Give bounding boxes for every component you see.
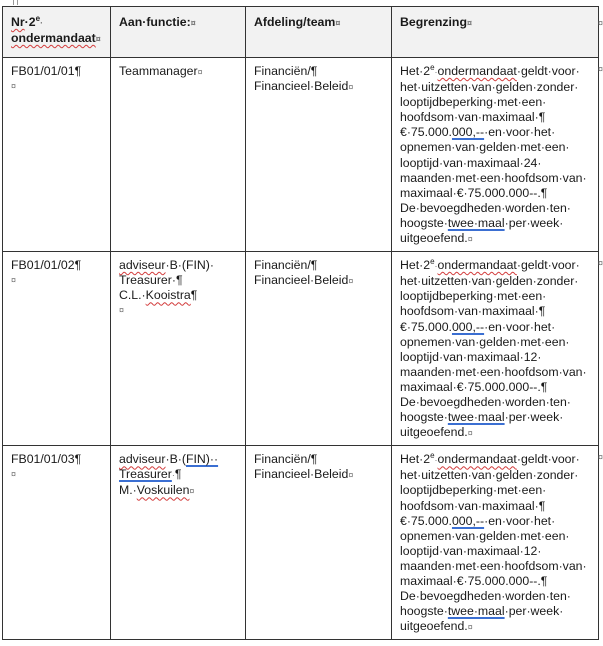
row-end-mark: ¤ <box>598 18 603 28</box>
table-row <box>3 446 599 640</box>
limitation-text: het·uitzetten·van·gelden·zonder· <box>400 80 579 95</box>
limitation-text: opnemen·van·gelden·met·een· <box>400 334 570 349</box>
person-initials: C.L.· <box>119 288 146 303</box>
row-end-mark: ¤ <box>598 452 603 462</box>
cell-end-mark: ¤ <box>197 67 203 77</box>
cell-nr[interactable] <box>3 58 111 252</box>
limitation-grammar-flag: twee·maal <box>447 604 505 619</box>
limitation-text: uitgeoefend. <box>400 425 468 440</box>
team-line: Financieel·Beleid <box>254 79 349 94</box>
mandate-number: FB01/01/02 <box>11 258 75 273</box>
department-line: Financiën/ <box>254 64 311 78</box>
cell-end-mark: ¤ <box>95 34 101 45</box>
cell-nr[interactable] <box>3 252 111 446</box>
limitation-text: ·geldt·voor· <box>516 64 580 78</box>
header-row <box>3 7 599 58</box>
limitation-text: Het·2 <box>400 64 431 78</box>
limitation-text: hoofdsom·van·maximaal· <box>400 304 539 319</box>
limitation-text: hoofdsom·van·maximaal· <box>400 498 539 513</box>
row-end-mark: ¤ <box>598 258 603 268</box>
limitation-misspelled-word: ondermandaat <box>437 452 517 467</box>
para-mark: ¶ <box>175 273 183 288</box>
cell-end-mark: ¤ <box>11 81 17 92</box>
cell-end-mark: ¤ <box>467 622 473 633</box>
limitation-text: opnemen·van·gelden·met·een· <box>400 140 570 155</box>
limitation-text: looptijdbeperking·met·een· <box>400 95 547 110</box>
cell-end-mark: ¤ <box>189 486 195 497</box>
limitation-text: ·per·week· <box>504 215 564 230</box>
mandate-number: FB01/01/01 <box>11 64 75 78</box>
cell-limitation[interactable]: $Het\cdot 2^e\cdot ondermandaat\cdot geldt\cdot voor\cdot$ het·uitzetten·van·gelden·zonder· looptijdbeperking·met·een· hoofdsom·van·maximaal·¶ €·75.000.000,--·en·voor·het· opnemen·van·gelden·met·een· looptijd·van·maximaal·12· maanden·met·een·hoofdsom·van· maximaal·€·75.000.000--.¶ De·bevoegdheden·worden·ten· hoogste·twee·maal·per·week· uitgeoefend.¤ <box>392 252 599 446</box>
para-mark: ¶ <box>538 304 546 319</box>
limitation-sup: e <box>430 451 435 461</box>
header-nr-number: ·2 <box>24 15 36 29</box>
cell-end-mark: ¤ <box>190 18 196 28</box>
function-title: adviseur <box>119 452 166 467</box>
cell-end-mark: ¤ <box>11 275 17 286</box>
header-function-label: Aan·functie: <box>119 15 191 29</box>
para-mark: ¶ <box>538 110 546 125</box>
limitation-grammar-flag: twee·maal <box>447 215 505 230</box>
header-nr-line2: ondermandaat <box>11 31 96 46</box>
limitation-text: ·geldt·voor· <box>516 452 580 467</box>
cell-department[interactable] <box>246 252 392 446</box>
header-nr-sup: e <box>35 13 41 23</box>
limitation-amount: €·75.000. <box>400 319 452 334</box>
limitation-term: looptijd·van·maximaal·12· <box>400 543 542 558</box>
limitation-text: ·per·week· <box>504 410 564 425</box>
cell-end-mark: ¤ <box>467 234 473 245</box>
limitation-grammar-flag: 000,-- <box>451 125 485 140</box>
para-mark: ¶ <box>310 452 318 467</box>
limitation-text: hoogste· <box>400 410 448 425</box>
para-mark: ¶ <box>538 498 546 513</box>
limitation-text: ·en·voor·het· <box>484 513 556 528</box>
para-mark: ¶ <box>74 64 82 78</box>
function-title: ·B·(FIN)· <box>165 258 214 273</box>
para-mark: ¶ <box>540 574 548 588</box>
limitation-text: De·bevoegdheden·worden·ten· <box>400 394 571 409</box>
para-mark: ¶ <box>174 467 182 482</box>
limitation-misspelled-word: ondermandaat <box>437 64 517 78</box>
para-mark: ¶ <box>540 379 548 394</box>
para-mark: ¶ <box>310 64 318 78</box>
header-nr[interactable]: $Nr\cdot 2^e\cdot$ ondermandaat¤ <box>3 7 111 58</box>
limitation-term: looptijd·van·maximaal·24· <box>400 155 542 170</box>
table-row <box>3 252 599 446</box>
cell-function[interactable] <box>111 58 246 252</box>
limitation-text: looptijdbeperking·met·een· <box>400 483 547 498</box>
cell-end-mark: ¤ <box>11 469 17 480</box>
limitation-grammar-flag: 000,-- <box>451 513 485 528</box>
person-name: Voskuilen <box>136 483 190 498</box>
cell-end-mark: ¤ <box>466 18 472 28</box>
mandate-number: FB01/01/03 <box>11 452 75 467</box>
limitation-text: ·per·week· <box>504 604 564 619</box>
limitation-text: De·bevoegdheden·worden·ten· <box>400 589 571 604</box>
limitation-term: looptijd·van·maximaal·12· <box>400 349 542 364</box>
limitation-text: ·en·voor·het· <box>484 125 556 140</box>
header-limitation-label: Begrenzing <box>400 15 467 29</box>
cell-function[interactable] <box>111 252 246 446</box>
limitation-text: hoogste· <box>400 215 448 230</box>
limitation-amount: €·75.000. <box>400 125 452 140</box>
person-initials: M.· <box>119 483 137 498</box>
header-nr-prefix: Nr <box>11 15 25 29</box>
row-end-mark: ¤ <box>598 64 603 74</box>
cell-end-mark: ¤ <box>348 470 354 481</box>
department-line: Financiën/ <box>254 258 311 273</box>
para-mark: ¶ <box>310 258 318 273</box>
limitation-amount: maximaal·€·75.000.000--. <box>400 574 541 588</box>
limitation-text: het·uitzetten·van·gelden·zonder· <box>400 274 579 289</box>
cell-department[interactable] <box>246 58 392 252</box>
limitation-sup: e <box>430 257 435 267</box>
function-title: ·B·( <box>165 452 186 467</box>
header-limitation[interactable] <box>392 7 599 58</box>
limitation-text: ·en·voor·het· <box>484 319 556 334</box>
function-title: adviseur <box>119 258 166 273</box>
cell-end-mark: ¤ <box>348 276 354 287</box>
cell-end-mark: ¤ <box>335 18 341 28</box>
limitation-text: De·bevoegdheden·worden·ten· <box>400 200 571 215</box>
header-department-label: Afdeling/team <box>254 15 336 29</box>
table-move-handle-mark <box>13 0 18 5</box>
limitation-misspelled-word: ondermandaat <box>437 258 517 273</box>
cell-function[interactable]: adviseur·B·(FIN)·· Treasurer·¶ M.·Voskuilen¤ <box>111 446 246 640</box>
limitation-grammar-flag: 000,-- <box>451 319 485 334</box>
limitation-text: opnemen·van·gelden·met·een· <box>400 528 570 543</box>
limitation-grammar-flag: twee·maal <box>447 410 505 425</box>
cell-limitation[interactable]: $Het\cdot 2^e\cdot ondermandaat\cdot geldt\cdot voor\cdot$ het·uitzetten·van·gelden·zonder· looptijdbeperking·met·een· hoofdsom·van·maximaal·¶ €·75.000.000,--·en·voor·het· opnemen·van·gelden·met·een· looptijd·van·maximaal·24· maanden·met·een·hoofdsom·van· maximaal·€·75.000.000--.¶ De·bevoegdheden·worden·ten· hoogste·twee·maal·per·week· uitgeoefend.¤ <box>392 58 599 252</box>
cell-department[interactable] <box>246 446 392 640</box>
limitation-text: maanden·met·een·hoofdsom·van· <box>400 558 587 573</box>
ondermandaat-table <box>2 6 599 640</box>
para-mark: ¶ <box>74 452 82 467</box>
limitation-amount: €·75.000. <box>400 513 452 528</box>
team-line: Financieel·Beleid <box>254 467 349 482</box>
limitation-amount: maximaal·€·75.000.000--. <box>400 379 541 394</box>
limitation-text: maanden·met·een·hoofdsom·van· <box>400 364 587 379</box>
cell-end-mark: ¤ <box>467 428 473 439</box>
para-mark: ¶ <box>190 288 198 303</box>
limitation-text: het·uitzetten·van·gelden·zonder· <box>400 468 579 483</box>
para-mark: ¶ <box>74 258 82 273</box>
limitation-text: Het·2 <box>400 258 431 273</box>
limitation-text: hoogste· <box>400 604 448 619</box>
limitation-text: ·geldt·voor· <box>516 258 580 273</box>
cell-end-mark: ¤ <box>348 82 354 93</box>
limitation-text: Het·2 <box>400 452 431 467</box>
function-role: Treasurer <box>119 467 172 482</box>
limitation-text: hoofdsom·van·maximaal· <box>400 110 539 125</box>
limitation-amount: maximaal·€·75.000.000--. <box>400 185 541 200</box>
header-function[interactable] <box>111 7 246 58</box>
limitation-text: uitgeoefend. <box>400 231 468 246</box>
cell-limitation[interactable]: $Het\cdot 2^e\cdot ondermandaat\cdot geldt\cdot voor\cdot$ het·uitzetten·van·gelden·zonder· looptijdbeperking·met·een· hoofdsom·van·maximaal·¶ €·75.000.000,--·en·voor·het· opnemen·van·gelden·met·een· looptijd·van·maximaal·12· maanden·met·een·hoofdsom·van· maximaal·€·75.000.000--.¶ De·bevoegdheden·worden·ten· hoogste·twee·maal·per·week· uitgeoefend.¤ <box>392 446 599 640</box>
para-mark: ¶ <box>540 185 548 200</box>
function-grammar-flag: FIN)·· <box>185 452 219 467</box>
limitation-text: uitgeoefend. <box>400 619 468 634</box>
department-line: Financiën/ <box>254 452 311 467</box>
cell-end-mark: ¤ <box>119 305 125 316</box>
limitation-sup: e <box>430 62 435 72</box>
limitation-text: maanden·met·een·hoofdsom·van· <box>400 170 587 185</box>
cell-nr[interactable] <box>3 446 111 640</box>
person-name: Kooistra <box>145 288 191 303</box>
header-department[interactable] <box>246 7 392 58</box>
limitation-text: looptijdbeperking·met·een· <box>400 289 547 304</box>
function-title: Teammanager <box>119 64 198 78</box>
team-line: Financieel·Beleid <box>254 273 349 288</box>
function-role: Treasurer· <box>119 273 176 288</box>
table-row <box>3 58 599 252</box>
